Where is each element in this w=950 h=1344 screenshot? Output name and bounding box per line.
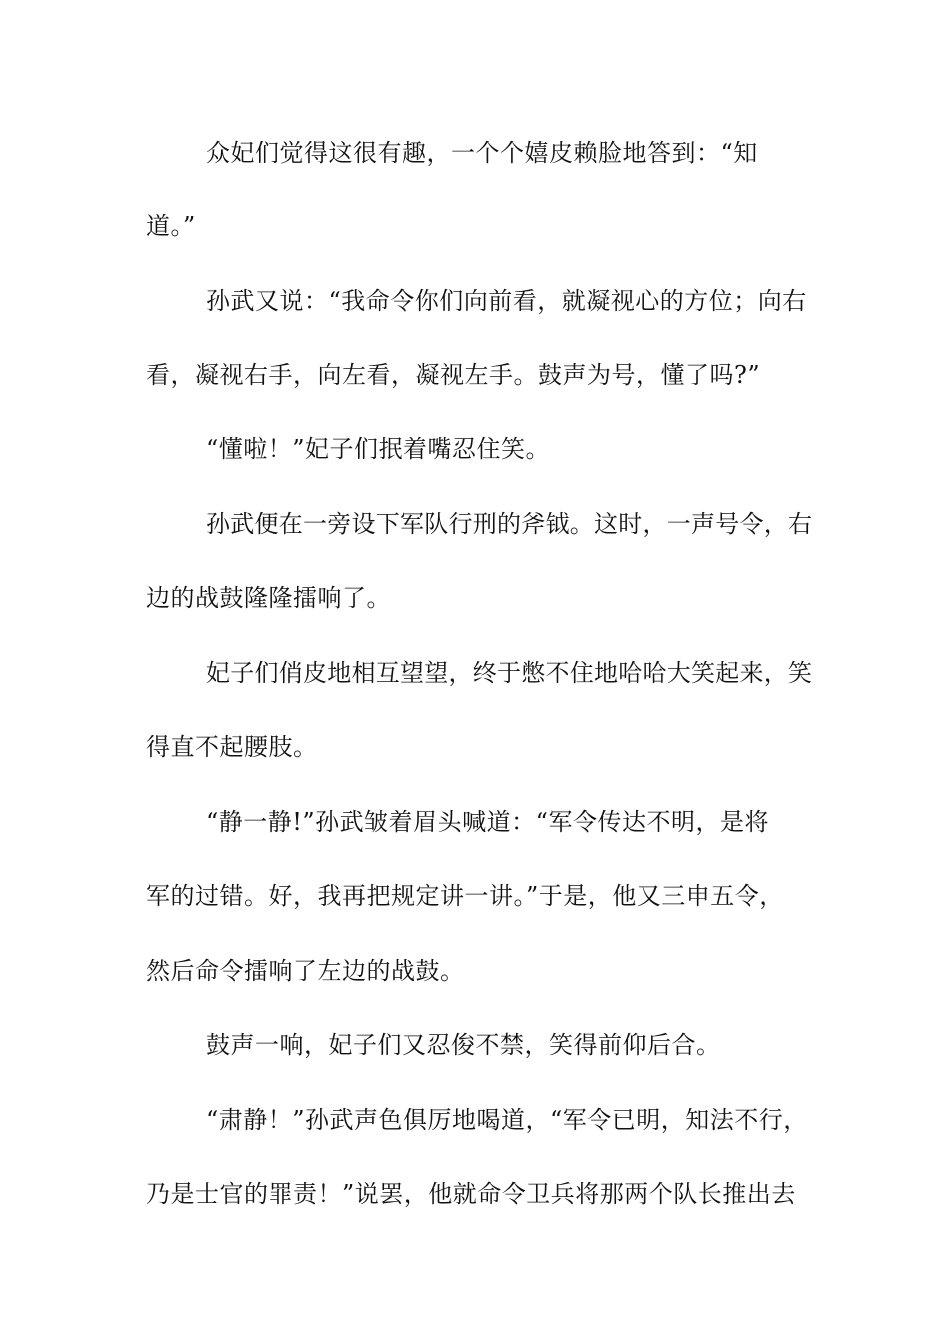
text-line: “懂啦！”妃子们抿着嘴忍住笑。 — [206, 435, 551, 463]
text-line: 得直不起腰肢。 — [146, 733, 318, 761]
text-line: 鼓声一响，妃子们又忍俊不禁，笑得前仰后合。 — [206, 1031, 721, 1059]
text-line: 然后命令擂响了左边的战鼓。 — [146, 957, 465, 985]
text-line: 孙武又说：“我命令你们向前看，就凝视心的方位；向右 — [206, 287, 807, 315]
text-line: 看，凝视右手，向左看，凝视左手。鼓声为号，懂了吗?” — [146, 361, 761, 389]
text-line: 边的战鼓隆隆擂响了。 — [146, 584, 391, 612]
text-line: 妃子们俏皮地相互望望，终于憋不住地哈哈大笑起来，笑 — [206, 659, 813, 687]
text-line: 乃是士官的罪责！”说罢，他就命令卫兵将那两个队长推出去 — [146, 1180, 796, 1208]
text-line: “肃静！”孙武声色俱厉地喝道，“军令已明，知法不行， — [206, 1106, 808, 1134]
text-line: “静一静!”孙武皱着眉头喊道：“军令传达不明，是将 — [206, 808, 769, 836]
text-line: 军的过错。好，我再把规定讲一讲。”于是，他又三申五令， — [146, 882, 784, 910]
text-line: 道。” — [146, 212, 196, 240]
text-line: 众妃们觉得这很有趣，一个个嬉皮赖脸地答到：“知 — [206, 139, 758, 167]
text-line: 孙武便在一旁设下军队行刑的斧钺。这时，一声号令，右 — [206, 510, 813, 538]
